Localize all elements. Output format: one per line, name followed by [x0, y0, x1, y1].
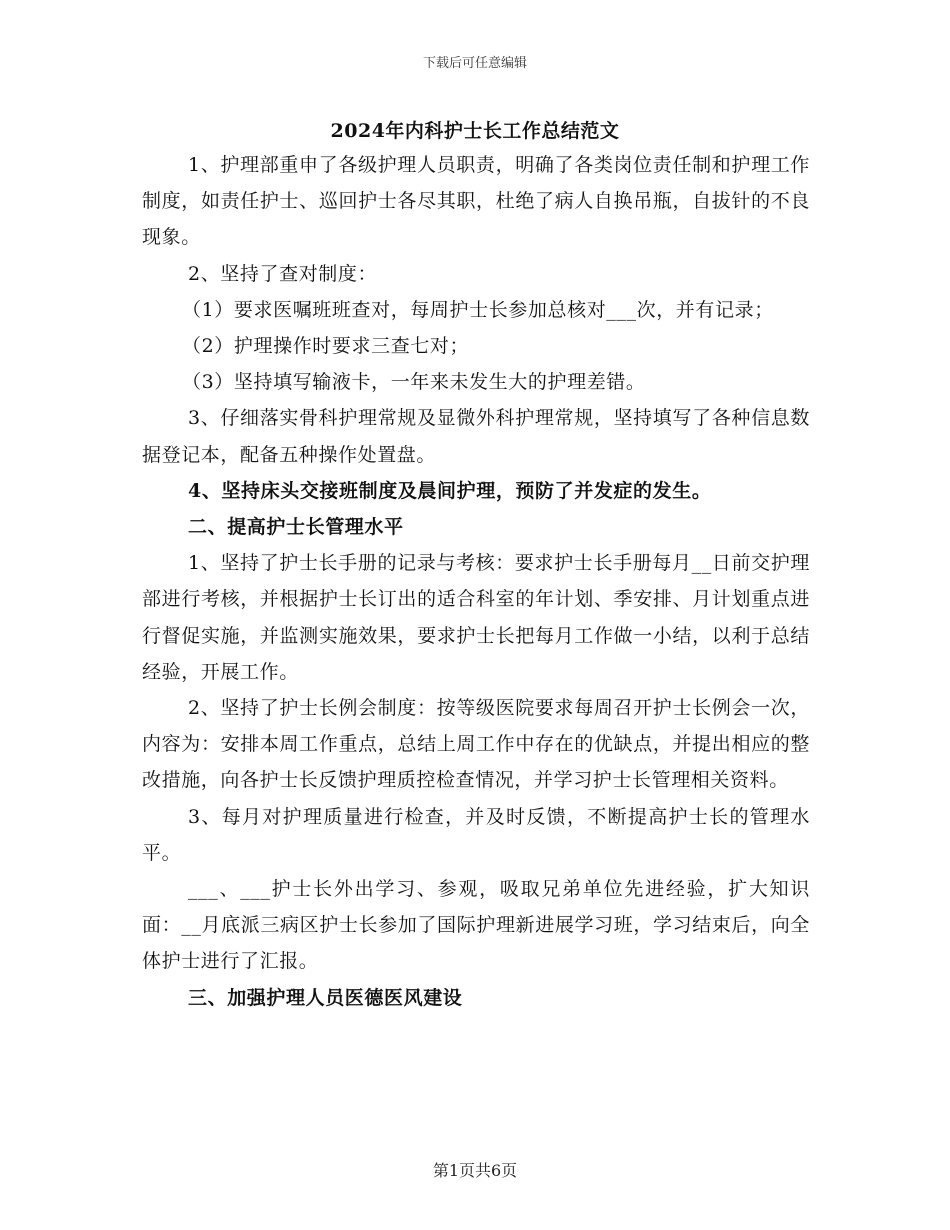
paragraph-3: 3、仔细落实骨科护理常规及显微外科护理常规，坚持填写了各种信息数据登记本，配备五种操作处置盘。	[142, 407, 810, 466]
section-2-paragraph-2: 2、坚持了护士长例会制度：按等级医院要求每周召开护士长例会一次，内容为：安排本周工作重点，总结上周工作中存在的优缺点，并提出相应的整改措施，向各护士长反馈护理质控检查情况，并学习护士长管理相关资料。	[142, 697, 810, 792]
section-2-paragraph-4: ___、___护士长外出学习、参观，吸取兄弟单位先进经验，扩大知识面：__月底派三病区护士长参加了国际护理新进展学习班，学习结束后，向全体护士进行了汇报。	[142, 878, 810, 973]
paragraph-2-item-3: （3）坚持填写输液卡，一年来未发生大的护理差错。	[182, 371, 646, 394]
section-heading-2: 二、提高护士长管理水平	[188, 516, 404, 539]
paragraph-1: 1、护理部重申了各级护理人员职责，明确了各类岗位责任制和护理工作制度，如责任护士、巡回护士各尽其职，杜绝了病人自换吊瓶，自拔针的不良现象。	[142, 154, 810, 249]
document-title: 2024年内科护士长工作总结范文	[330, 120, 620, 142]
paragraph-2: 2、坚持了查对制度：	[188, 262, 378, 285]
section-2-paragraph-1: 1、坚持了护士长手册的记录与考核：要求护士长手册每月__日前交护理部进行考核，并根据护士长订出的适合科室的年计划、季安排、月计划重点进行督促实施，并监测实施效果，要求护士长把每月工作做一小结，以利于总结经验，开展工作。	[142, 552, 810, 683]
paragraph-4-bold: 4、坚持床头交接班制度及晨间护理，预防了并发症的发生。	[188, 479, 712, 502]
page-footer: 第1页共6页	[432, 1161, 518, 1180]
paragraph-2-item-2: （2）护理操作时要求三查七对；	[182, 335, 470, 358]
document-body	[142, 147, 810, 1016]
section-heading-3: 三、加强护理人员医德医风建设	[188, 986, 463, 1009]
paragraph-2-item-1: （1）要求医嘱班班查对，每周护士长参加总核对___次，并有记录；	[182, 298, 774, 321]
page-header: 下载后可任意编辑	[422, 56, 527, 71]
section-2-paragraph-3: 3、每月对护理质量进行检查，并及时反馈，不断提高护士长的管理水平。	[142, 805, 810, 864]
